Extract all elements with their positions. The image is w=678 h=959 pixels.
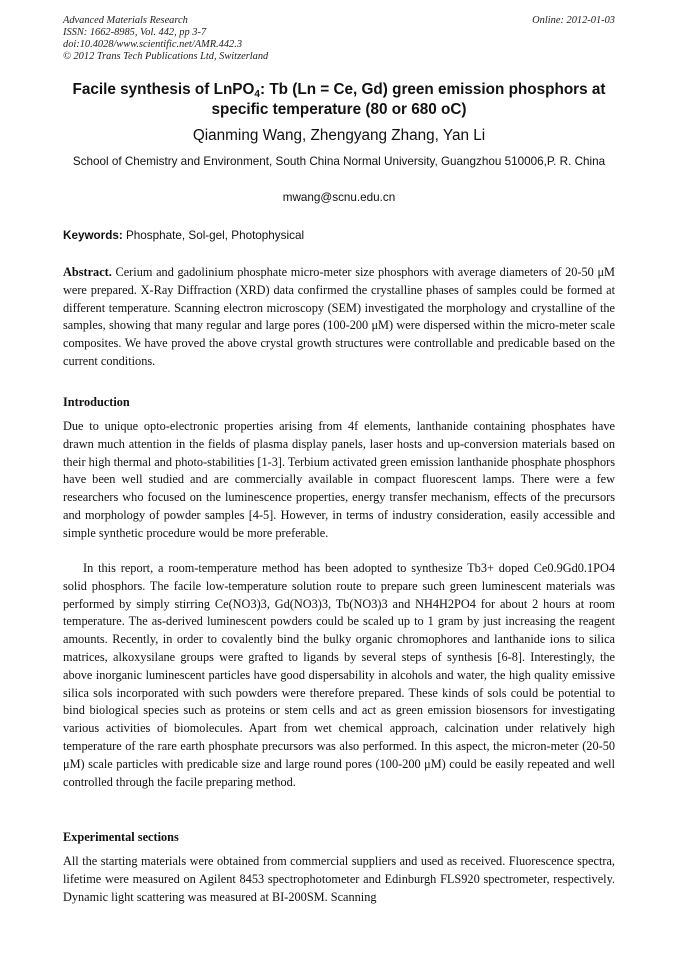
title-subscript: 4 — [254, 89, 260, 100]
title-part-1: Facile synthesis of LnPO — [72, 81, 255, 98]
author-list: Qianming Wang, Zhengyang Zhang, Yan Li — [192, 127, 486, 144]
abstract-label: Abstract. — [63, 265, 112, 279]
introduction-paragraph-1: Due to unique opto-electronic properties arising from 4f elements, lanthanide containing phosphates have drawn much attention in the fields of plasma display panels, laser hosts and up-conversion materials based on their high thermal and photo-stabilities [1-3]. Terbium activated green emission lanthanide phosphate phosphors have been well studied and are commercially available in compact fluorescent lamps. There were a few researchers who focused on the luminescence properties, energy transfer mechanism, effects of the precursors and morphology of powder samples [4-5]. However, in terms of industry consideration, easily accessible and simple synthetic procedure would be more preferable. — [63, 419, 615, 540]
title-part-2: : Tb (Ln = Ce, Gd) green emission phosphors at specific temperature (80 or 680 oC) — [211, 81, 606, 118]
experimental-heading: Experimental sections — [63, 830, 179, 844]
keywords-label: Keywords: — [63, 229, 123, 242]
affiliation: School of Chemistry and Environment, South China Normal University, Guangzhou 510006,P. R. China — [72, 155, 606, 168]
keywords-text: Phosphate, Sol-gel, Photophysical — [122, 229, 305, 242]
doi-line: doi:10.4028/www.scientific.net/AMR.442.3 — [63, 39, 243, 50]
abstract — [63, 264, 615, 371]
introduction-heading: Introduction — [63, 395, 130, 409]
journal-name: Advanced Materials Research — [63, 15, 188, 26]
online-date: Online: 2012-01-03 — [532, 15, 615, 26]
author-email: mwang@scnu.edu.cn — [282, 191, 396, 204]
copyright-line: © 2012 Trans Tech Publications Ltd, Switzerland — [63, 51, 269, 62]
keywords — [63, 228, 615, 244]
issn-line: ISSN: 1662-8985, Vol. 442, pp 3-7 — [63, 27, 207, 38]
experimental-paragraph-1: All the starting materials were obtained from commercial suppliers and used as received. Fluorescence spectra, lifetime were measured on Agilent 8453 spectrophotometer and Edinburgh FLS920 spectrometer, respectively. Dynamic light scattering was measured at BI-200SM. Scanning — [63, 854, 615, 904]
abstract-text: Cerium and gadolinium phosphate micro-meter size phosphors with average diameters of 20-50 μM were prepared. X-Ray Diffraction (XRD) data confirmed the crystalline phases of samples could be formed at different temperature. Scanning electron microscopy (SEM) investigated the morphology and crystalline of the samples, showing that many regular and large pores (100-200 μM) were dispersed within the micro-meter scale composites. We have proved the above crystal growth structures were controllable and predicable based on the current conditions. — [63, 265, 615, 368]
introduction-paragraph-2: In this report, a room-temperature method has been adopted to synthesize Tb3+ doped Ce0.9Gd0.1PO4 solid phosphors. The facile low-temperature solution route to prepare such green luminescent materials was performed by simply stirring Ce(NO3)3, Gd(NO3)3, Tb(NO3)3 and NH4H2PO4 for about 2 hours at room temperature. The as-derived luminescent powders could be scaled up to 1 gram by just increasing the reagent amounts. Recently, in order to covalently bind the bulky organic chromophores and lanthanide ions to silica matrices, alkoxysilane groups were grafted to ligands by several steps of synthesis [6-8]. Interestingly, the above inorganic luminescent particles have good dispersability in alcohols and water, the high quality emissive silica sols incorporated with such powders were therefore prepared. These kinds of sols could be potential to bind biological species such as proteins or stem cells and act as green emission biosensors for investigating various activities of biomolecules. Apart from wet chemical approach, calcination under relatively high temperature of the rare earth phosphate precursors was also performed. In this aspect, the micron-meter (20-50 μM) scale particles with predicable size and large round pores (100-200 μM) could be easily repeated and well controlled through the facile preparing method. — [63, 561, 615, 789]
paper-title — [50, 80, 628, 120]
journal-header — [63, 15, 615, 63]
